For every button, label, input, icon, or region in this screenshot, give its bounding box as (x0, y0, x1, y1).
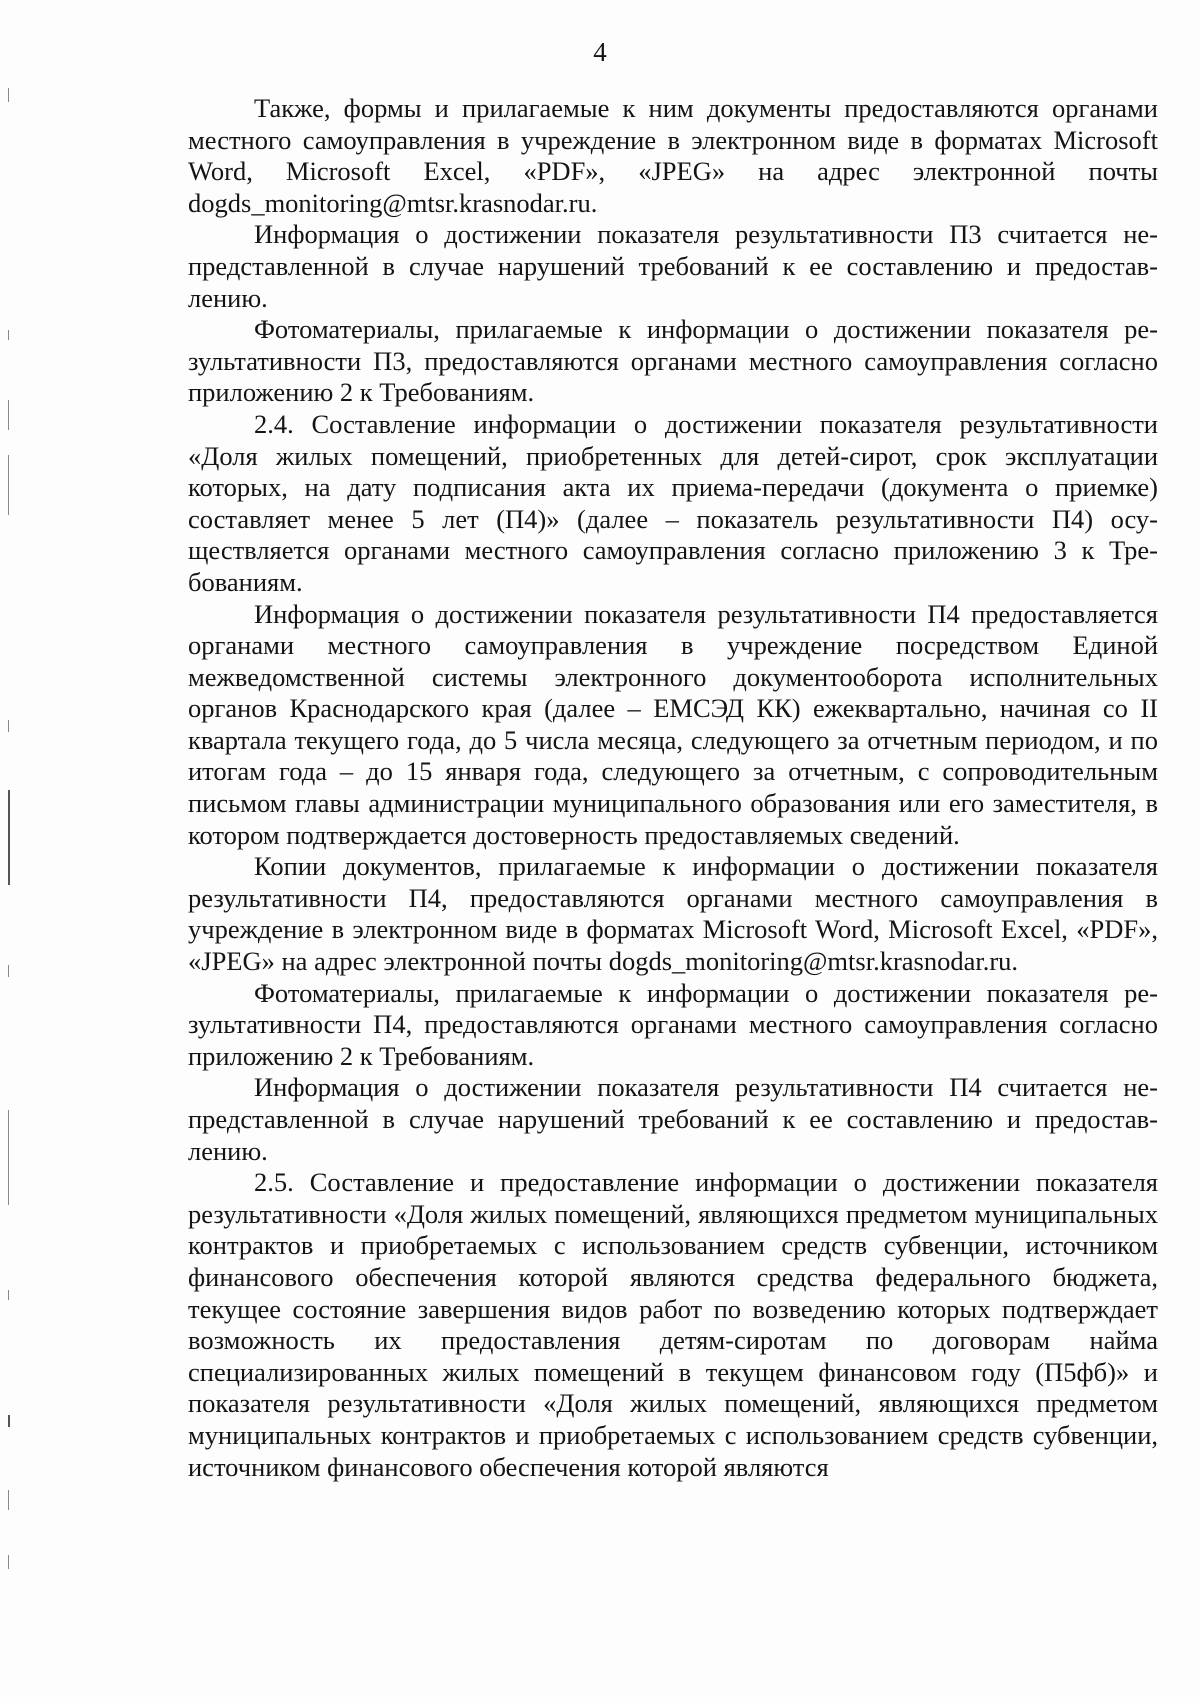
scan-mark (8, 1490, 9, 1510)
scan-mark (8, 455, 9, 515)
scan-mark (8, 1110, 9, 1205)
paragraph: Фотоматериалы, прилагаемые к информации о достижении показателя результативности П4, предоставляются органами местного самоуправления согласно приложению 2 к Требованиям. (188, 977, 1158, 1071)
paragraph: Фотоматериалы, прилагаемые к информации о достижении показателя результативности П3, предоставляются органами местного самоуправления согласно приложению 2 к Требованиям. (188, 314, 1158, 408)
scan-mark (8, 720, 9, 732)
scan-mark (8, 790, 10, 885)
paragraph: Информация о достижении показателя результативности П3 считается непредставленной в случае нарушений требований к ее составлению и предоставлению. (188, 219, 1158, 313)
scan-mark (8, 400, 9, 430)
scan-mark (8, 1555, 9, 1569)
scan-mark (8, 1415, 10, 1427)
paragraph: Копии документов, прилагаемые к информации о достижении показателя результативности П4, предоставляются органами местного самоуправления в учреждение в электронном виде в форматах Microsoft Word, Microsoft Excel, «PDF», «JPEG» на адрес электронной почты dogds_monitoring@mtsr.krasnodar.ru. (188, 851, 1158, 977)
paragraph: Информация о достижении показателя результативности П4 считается непредставленной в случае нарушений требований к ее составлению и предоставлению. (188, 1072, 1158, 1166)
scan-mark (8, 965, 9, 977)
paragraph: 2.5. Составление и предоставление информации о достижении показателя результативности «Доля жилых помещений, являющихся предметом муниципальных контрактов и приобретаемых с использованием средств субвенции, источником финансового обеспечения которой являются средства федерального бюджета, текущее состояние завершения видов работ по возведению которых подтверждает возможность их предоставления детям-сиротам по договорам найма специализированных жилых помещений в текущем финансовом году (П5фб)» и показателя результативности «Доля жилых помещений, являющихся предметом муниципальных контрактов и приобретаемых с использованием средств субвенции, источником финансового обеспечения которой являются (188, 1167, 1158, 1482)
paragraph: 2.4. Составление информации о достижении показателя результативности «Доля жилых помещений, приобретенных для детей-сирот, срок эксплуатации которых, на дату подписания акта их приема-передачи (документа о приемке) составляет менее 5 лет (П4)» (далее – показатель результативности П4) осуществляется органами местного самоуправления согласно приложению 3 к Требованиям. (188, 408, 1158, 597)
page-number: 4 (593, 37, 607, 67)
scan-mark (8, 88, 9, 102)
paragraph: Также, формы и прилагаемые к ним документы предоставляются органами местного самоуправления в учреждение в электронном виде в форматах Microsoft Word, Microsoft Excel, «PDF», «JPEG» на адрес электронной почты dogds_monitoring@mtsr.krasnodar.ru. (188, 93, 1158, 218)
scan-mark (8, 1290, 9, 1300)
scan-mark (8, 330, 9, 340)
scan-edge-marks (0, 0, 20, 1697)
paragraph: Информация о достижении показателя результативности П4 предоставляется органами местного самоуправления в учреждение посредством Единой межведомственной системы электронного документооборота исполнительных органов Краснодарского края (далее – ЕМСЭД КК) ежеквартально, начиная со II квартала текущего года, до 5 числа месяца, следующего за отчетным периодом, и по итогам года – до 15 января года, следующего за отчетным, с сопроводительным письмом главы администрации муниципального образования или его заместителя, в котором подтверждается достоверность предоставляемых сведений. (188, 598, 1158, 850)
document-body (188, 93, 1158, 1483)
